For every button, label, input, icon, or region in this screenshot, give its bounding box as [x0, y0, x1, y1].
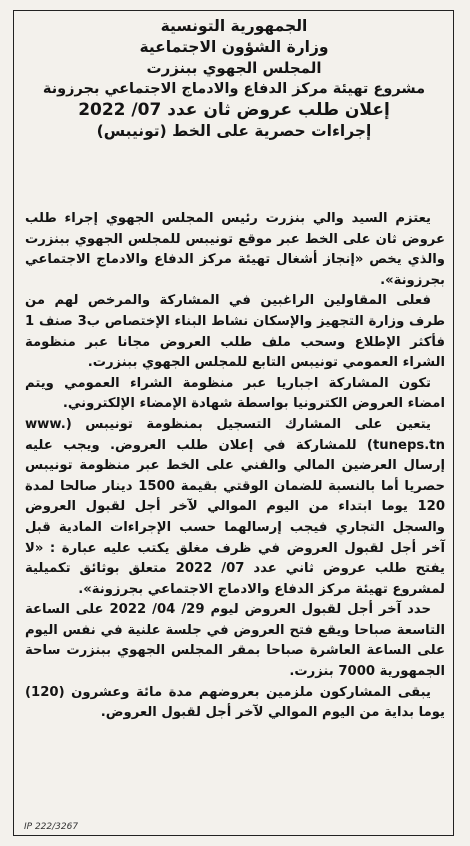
paragraph-intro: يعتزم السيد والي بنزرت رئيس المجلس الجهوي إجراء طلب عروض ثان على الخط عبر موقع تونيبس للمجلس الجهوي ببنزرت والذي يخص «إنجاز أشغال تهيئة مركز الدفاع والادماج الاجتماعي بجرزونة».	[25, 211, 445, 288]
notice-body	[25, 209, 445, 724]
announcement-title: إعلان طلب عروض ثان عدد 07/ 2022	[78, 100, 390, 120]
notice-header	[18, 16, 450, 142]
paragraph-registration: يتعين على المشارك التسجيل بمنظومة تونيبس (www. tuneps.tn) للمشاركة في إعلان طلب العروض. ويجب عليه إرسال العرضين المالي والفني على الخط عبر منظومة تونيبس حصريا أما بالنسبة للضمان الوقتي بقيمة 1500 دينار صالحا لمدة 120 يوما ابتداء من اليوم الموالي لآخر أجل لقبول العروض والسجل التجاري فيجب إرسالهما حسب الإجراءات المادية قبل آخر أجل لقبول العروض في ظرف مغلق يكتب عليه عبارة : «لا يفتح طلب عروض ثاني عدد 07/ 2022 متعلق بوثائق تكميلية لمشروع تهيئة مركز الدفاع والادماج الاجتماعي بجرزونة».	[25, 416, 445, 597]
paragraph-eligibility: فعلى المقاولين الراغبين في المشاركة والمرخص لهم من طرف وزارة التجهيز والإسكان نشاط البناء الإختصاص ب3 صنف 1 فأكثر الإطلاع وسحب ملف طلب العروض مجانا عبر منظومة الشراء العمومي تونيبس التابع للمجلس الجهوي ببنزرت.	[25, 293, 445, 371]
ministry-title: وزارة الشؤون الاجتماعية	[139, 38, 329, 56]
paragraph-validity: يبقى المشاركون ملزمين بعروضهم مدة مائة وعشرون (120) يوما بداية من اليوم الموالي لآخر أجل لقبول العروض.	[25, 684, 445, 721]
project-title: مشروع تهيئة مركز الدفاع والادماج الاجتماعي بجرزونة	[42, 81, 426, 97]
council-title: المجلس الجهوي ببنزرت	[146, 59, 322, 77]
paragraph-deadline: حدد آخر أجل لقبول العروض ليوم 29/ 04/ 2022 على الساعة التاسعة صباحا ويقع فتح العروض في جلسة علنية في نفس اليوم على الساعة العاشرة صباحا بمقر المجلس الجهوي ببنزرت ساحة الجمهورية 7000 بنزرت.	[25, 602, 445, 680]
publication-reference: IP 222/3267	[24, 822, 79, 832]
republic-title: الجمهورية التونسية	[160, 17, 308, 35]
procedure-subtitle: إجراءات حصرية على الخط (تونيبس)	[96, 122, 372, 140]
paragraph-mandatory-online: تكون المشاركة اجباريا عبر منظومة الشراء العمومي ويتم امضاء العروض الكترونيا بواسطة شهادة الإمضاء الإلكتروني.	[25, 375, 445, 412]
